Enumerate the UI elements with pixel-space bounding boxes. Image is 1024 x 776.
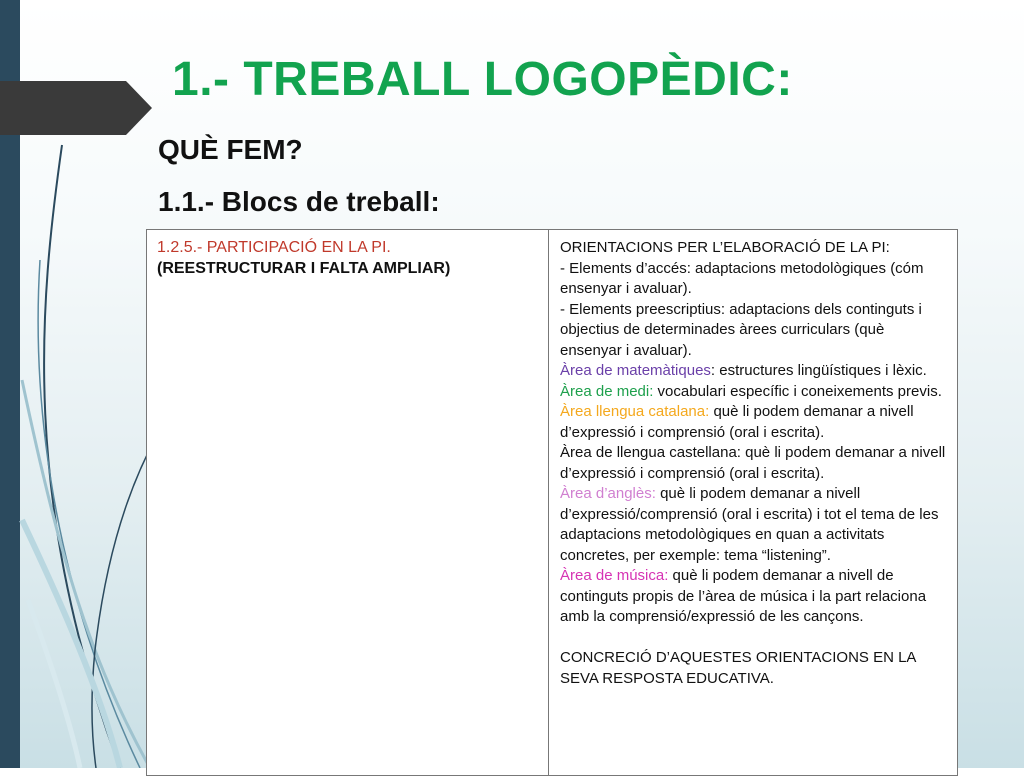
math-area-paragraph — [560, 361, 947, 382]
paragraph-spacer — [560, 628, 947, 649]
english-area-label: Àrea d’anglès: — [560, 485, 656, 502]
slide-subtitle-what: QUÈ FEM? — [158, 134, 303, 165]
english-area-paragraph — [560, 484, 947, 566]
medi-area-text: vocabulari específic i coneixements previs. — [653, 382, 942, 400]
catalan-area-text: què li podem demanar a nivell d’expressió i comprensió (oral i escrita). — [560, 403, 914, 441]
conclusion-paragraph: CONCRECIÓ D’AQUESTES ORIENTACIONS EN LA SEVA RESPOSTA EDUCATIVA. — [560, 649, 916, 687]
music-area-text: què li podem demanar a nivell de continguts propis de l’àrea de música i la part relaciona amb la comprensió/expressió de les cançons. — [560, 567, 927, 625]
prescriptive-elements-item: - Elements preescriptius: adaptacions dels continguts i objectius de determinades àrees curriculars (què ensenyar i avaluar). — [560, 300, 922, 359]
orientations-intro: ORIENTACIONS PER L’ELABORACIÓ DE LA PI: — [560, 239, 890, 256]
slide-subtitle-blocks: 1.1.- Blocs de treball: — [158, 186, 440, 217]
music-area-paragraph — [560, 566, 947, 628]
access-elements-item: - Elements d’accés: adaptacions metodològiques (cóm ensenyar i avaluar). — [560, 259, 924, 297]
medi-area-label: Àrea de medi: — [560, 382, 654, 400]
catalan-area-paragraph — [560, 402, 947, 443]
left-cell-note: (REESTRUCTURAR I FALTA AMPLIAR) — [157, 260, 451, 277]
slide-title: 1.- TREBALL LOGOPÈDIC: — [172, 53, 793, 106]
catalan-area-label: Àrea llengua catalana: — [560, 403, 710, 420]
math-area-label: Àrea de matemàtiques — [560, 362, 711, 379]
title-tab-shape — [0, 81, 152, 135]
math-area-text: : estructures lingüístiques i lèxic. — [710, 362, 927, 379]
content-table — [146, 229, 958, 776]
table-left-cell — [147, 230, 549, 775]
table-right-cell — [549, 230, 957, 775]
music-area-label: Àrea de música: — [560, 567, 669, 584]
left-cell-heading: 1.2.5.- PARTICIPACIÓ EN LA PI. — [157, 239, 391, 256]
english-area-text: què li podem demanar a nivell d’expressió/comprensió (oral i escrita) i tot el tema de les adaptacions metodològiques en quan a activitats concretes, per exemple: tema “listening”. — [560, 485, 939, 564]
castilian-area-paragraph: Àrea de llengua castellana: què li podem demanar a nivell d’expressió i comprensió (oral i escrita). — [560, 444, 946, 482]
medi-area-paragraph — [560, 382, 947, 403]
